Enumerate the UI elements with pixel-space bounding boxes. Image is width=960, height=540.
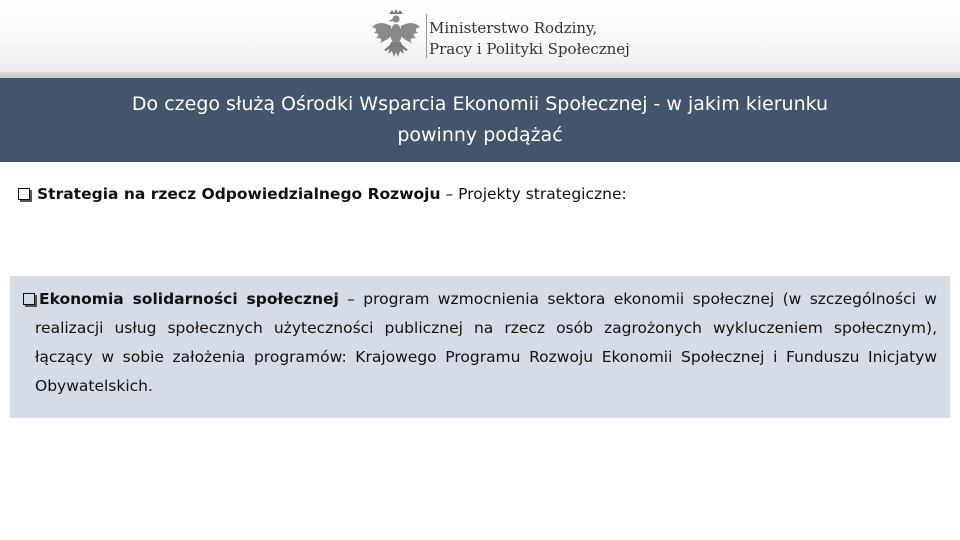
ministry-name-line2: Pracy i Polityki Społecznej bbox=[429, 40, 630, 58]
ministry-name-line1: Ministerstwo Rodziny, bbox=[429, 19, 598, 37]
header bbox=[0, 0, 960, 78]
checkbox-bullet-icon bbox=[18, 188, 30, 200]
polish-eagle-emblem-icon bbox=[366, 8, 426, 66]
slide-title-line2: powinny podążać bbox=[397, 124, 563, 146]
strategy-name: Strategia na rzecz Odpowiedzialnego Rozwoju bbox=[37, 185, 441, 203]
title-band bbox=[0, 78, 960, 162]
program-name: Ekonomia solidarności społecznej bbox=[39, 290, 339, 308]
ministry-name bbox=[429, 18, 630, 60]
program-description: – program wzmocnienia sektora ekonomii społecznej (w szczególności w realizacji usług społecznych użyteczności publicznej na rzecz osób zagrożonych wykluczeniem społecznym), łączący w sobie założenia programów: Krajowego Programu Rozwoju Ekonomii Społecznej i Funduszu Inicjatyw Obywatelskich. bbox=[35, 290, 937, 395]
strategy-suffix: – Projekty strategiczne: bbox=[440, 185, 627, 203]
logo-divider bbox=[426, 14, 427, 58]
content-paragraph bbox=[23, 285, 937, 401]
slide-title bbox=[40, 89, 920, 151]
strategy-heading bbox=[18, 185, 627, 203]
content-box bbox=[10, 276, 950, 418]
checkbox-bullet-icon bbox=[23, 293, 35, 305]
slide-title-line1: Do czego służą Ośrodki Wsparcia Ekonomii Społecznej - w jakim kierunku bbox=[131, 93, 829, 115]
